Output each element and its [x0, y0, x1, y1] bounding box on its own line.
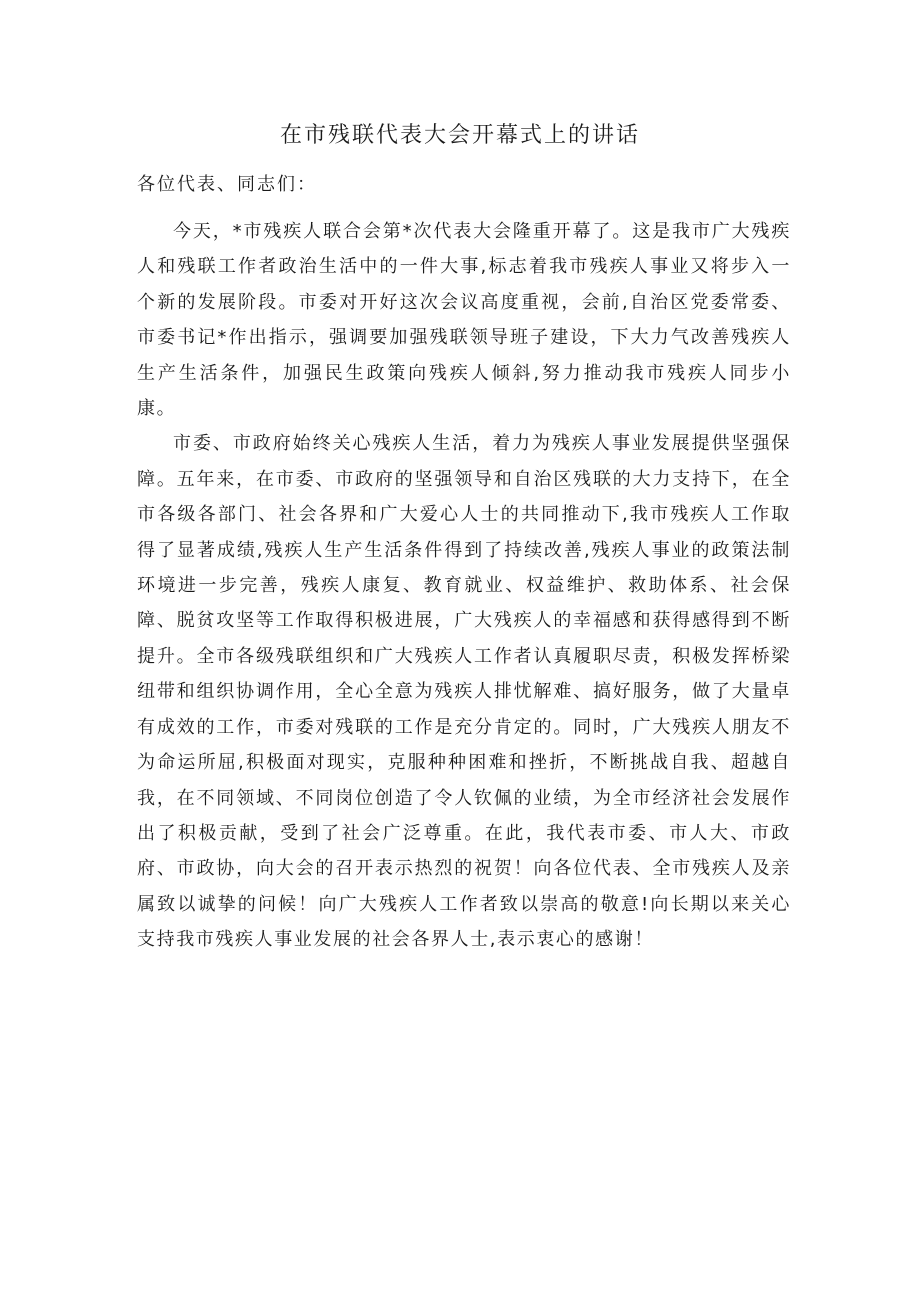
salutation: 各位代表、同志们：: [137, 174, 317, 195]
paragraph: 市委、市政府始终关心残疾人生活，着力为残疾人事业发展提供坚强保障。五年来，在市委、市政府的坚强领导和自治区残联的大力支持下，在全市各级各部门、社会各界和广大爱心人士的共同推动下,我市残疾人工作取得了显著成绩,残疾人生产生活条件得到了持续改善,残疾人事业的政策法制环境进一步完善，残疾人康复、教育就业、权益维护、救助体系、社会保障、脱贫攻坚等工作取得积极进展，广大残疾人的幸福感和获得感得到不断提升。全市各级残联组织和广大残疾人工作者认真履职尽责，积极发挥桥梁纽带和组织协调作用，全心全意为残疾人排忧解难、搞好服务，做了大量卓有成效的工作，市委对残联的工作是充分肯定的。同时，广大残疾人朋友不为命运所屈,积极面对现实，克服种种困难和挫折，不断挑战自我、超越自我，在不同领域、不同岗位创造了令人钦佩的业绩，为全市经济社会发展作出了积极贡献，受到了社会广泛尊重。在此，我代表市委、市人大、市政府、市政协，向大会的召开表示热烈的祝贺！向各位代表、全市残疾人及亲属致以诚挚的问候！向广大残疾人工作者致以崇高的敬意!向长期以来关心支持我市残疾人事业发展的社会各界人士,表示衷心的感谢！: [137, 433, 791, 951]
document-body: [137, 214, 791, 958]
document-title: 在市残联代表大会开幕式上的讲话: [279, 123, 640, 148]
paragraph: 今天，*市残疾人联合会第*次代表大会隆重开幕了。这是我市广大残疾人和残联工作者政治生活中的一件大事,标志着我市残疾人事业又将步入一个新的发展阶段。市委对开好这次会议高度重视，会前,自治区党委常委、市委书记*作出指示，强调要加强残联领导班子建设，下大力气改善残疾人生产生活条件，加强民生政策向残疾人倾斜,努力推动我市残疾人同步小康。: [137, 221, 791, 420]
